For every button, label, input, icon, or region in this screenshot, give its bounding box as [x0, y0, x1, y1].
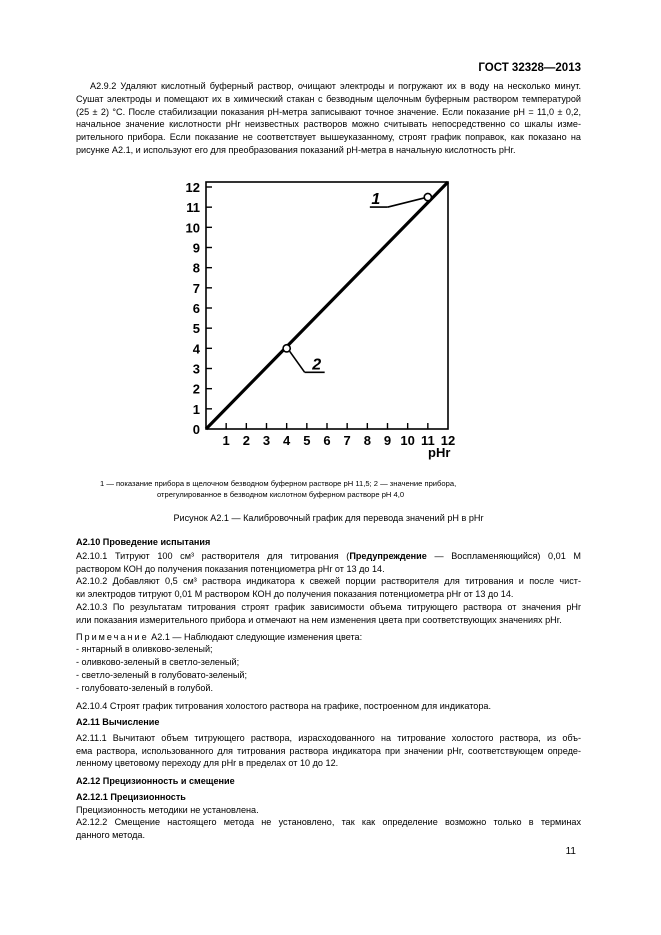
- y-tick-label: 7: [192, 280, 200, 296]
- y-tick-label: 10: [185, 220, 200, 236]
- section-heading: А2.10 Проведение испытания: [76, 537, 211, 547]
- x-tick-label: 6: [323, 433, 331, 448]
- para-a2-10-2-cont: ки электродов титруют 0,01 М раствором КОН до получения показания потенциометра рНr от 13 до 14.: [76, 589, 514, 600]
- page-number: 11: [565, 846, 576, 857]
- callout-leader: [290, 351, 305, 372]
- point-label: 1: [371, 191, 381, 209]
- para-a2-10-3-cont: или показания измерительного прибора и отмечают на нем изменения цвета при соответствующих значениях рНr.: [76, 614, 562, 625]
- intro-line: рительного прибора. Если показание не соответствует вышеуказанному, строят график поправок, как показано на: [76, 132, 581, 143]
- subsection-heading: А2.12.1 Прецизионность: [76, 791, 186, 802]
- point-label: 2: [312, 356, 322, 374]
- y-tick-label: 2: [192, 381, 200, 397]
- x-axis-ticks: [223, 423, 456, 448]
- y-tick-label: 3: [192, 361, 200, 377]
- x-tick-label: 8: [363, 433, 371, 448]
- x-axis-label: pHr: [428, 445, 451, 460]
- intro-line: (25 ± 2) °С. После стабилизации показания рН-метра записывают точное значение. Если показание рН = 11,0 ± 0,2,: [76, 106, 581, 117]
- para-a2-12-2: А2.12.2 Смещение настоящего метода не установлено, так как определение возможно только в терминах: [76, 817, 581, 828]
- x-tick-label: 10: [400, 433, 415, 448]
- y-tick-label: 4: [192, 341, 200, 357]
- y-tick-label: 6: [192, 301, 200, 316]
- series-lines: [206, 182, 448, 429]
- x-tick-label: 1: [222, 433, 230, 448]
- note-item: - светло-зеленый в голубовато-зеленый;: [76, 669, 248, 680]
- para-a2-12-1: Прецизионность методики не установлена.: [76, 804, 259, 815]
- para-a2-10-4: А2.10.4 Строят график титрования холостого раствора на графике, построенном для индикатора.: [76, 700, 491, 711]
- para-a2-10-3: А2.10.3 По результатам титрования строят график зависимости объема титрующего раствора от значения рНr: [76, 601, 581, 612]
- footnote-line-2: отрегулированное в безводном кислотном буферном растворе рН 4,0: [157, 490, 405, 499]
- intro-line: А2.9.2 Удаляют кислотный буферный раствор, очищают электроды и погружают их в воду на несколько минут.: [90, 81, 581, 91]
- text: А2.10.1 Титруют 100 см³ растворителя для титрования (: [76, 550, 350, 561]
- y-tick-label: 1: [192, 401, 200, 417]
- text: — Воспламеняющийся) 0,01 М: [426, 550, 581, 561]
- figure-footnote-cont: [157, 489, 557, 500]
- callout-leader: [388, 198, 424, 207]
- y-tick-label: 8: [192, 260, 200, 276]
- note-word: Примечание: [76, 631, 149, 642]
- x-tick-label: 7: [343, 433, 351, 448]
- section-a2-11: [76, 716, 581, 770]
- note-text: А2.1 — Наблюдают следующие изменения цвета:: [148, 631, 363, 642]
- x-tick-label: 5: [303, 433, 311, 448]
- note-item: - оливково-зеленый в светло-зеленый;: [76, 657, 240, 668]
- figure-footnote: [100, 478, 560, 489]
- x-tick-label: 11: [420, 433, 435, 448]
- section-heading: А2.12 Прецизионность и смещение: [76, 776, 235, 786]
- marked-points: [283, 191, 431, 373]
- footnote-line-1: 1 — показание прибора в щелочном безводном буферном растворе рН 11,5; 2 — значение прибора,: [100, 479, 457, 488]
- y-axis-ticks: [186, 180, 212, 437]
- x-tick-label: 2: [242, 433, 250, 448]
- x-tick-label: 4: [283, 433, 291, 448]
- para-a2-10-2: А2.10.2 Добавляют 0,5 см³ раствора индикатора к свежей порции растворителя для титрования и после чист-: [76, 576, 581, 587]
- intro-paragraph: [76, 80, 581, 157]
- intro-line: начальное значение кислотности рНr неизвестных растворов можно считывать непосредственно со шкалы изме-: [76, 119, 581, 130]
- calibration-chart: [160, 170, 480, 470]
- warning-word: Предупреждение: [349, 550, 427, 561]
- para-a2-12-2-cont: данного метода.: [76, 830, 145, 841]
- figure-caption: Рисунок А2.1 — Калибровочный график для перевода значений рН в рНr: [173, 513, 484, 523]
- section-a2-10: [76, 536, 581, 712]
- intro-line: Сушат электроды и помещают их в химический стакан с безводным щелочным буферным раствором температурой: [76, 93, 581, 104]
- para-a2-10-1-cont: раствором КОН до получения показания потенциометра рНr от 13 до 14.: [76, 563, 385, 574]
- note-item: - янтарный в оливково-зеленый;: [76, 644, 213, 655]
- document-code: ГОСТ 32328—2013: [478, 62, 581, 74]
- note-item: - голубовато-зеленый в голубой.: [76, 682, 213, 693]
- point-marker: [283, 345, 290, 352]
- section-a2-12: [76, 775, 581, 842]
- x-tick-label: 3: [262, 433, 271, 448]
- section-heading: А2.11 Вычисление: [76, 717, 160, 727]
- y-tick-label: 11: [186, 200, 200, 216]
- y-tick-label: 0: [192, 422, 200, 437]
- para-a2-11-1-end: ленному цветовому переходу для рНr в пределах от 10 до 12.: [76, 758, 339, 769]
- para-a2-11-1-cont: ема раствора, использованного для титрования раствора индикатора при значении рНr, соответствующем опреде-: [76, 745, 581, 756]
- x-tick-label: 9: [383, 433, 392, 448]
- para-a2-10-1: [76, 550, 581, 563]
- y-tick-label: 12: [185, 180, 200, 195]
- intro-line: рисунке А2.1, и используют его для преобразования показаний рН-метра в начальную кислотность рНr.: [76, 144, 516, 155]
- note: [76, 631, 581, 644]
- y-tick-label: 9: [192, 240, 200, 256]
- point-marker: [424, 193, 431, 200]
- y-tick-label: 5: [192, 321, 200, 337]
- x-tick-label: 12: [440, 433, 456, 448]
- para-a2-11-1: А2.11.1 Вычитают объем титрующего раствора, израсходованного на титрование холостого раствора, из объ-: [76, 732, 581, 743]
- calibration-line: [206, 182, 448, 429]
